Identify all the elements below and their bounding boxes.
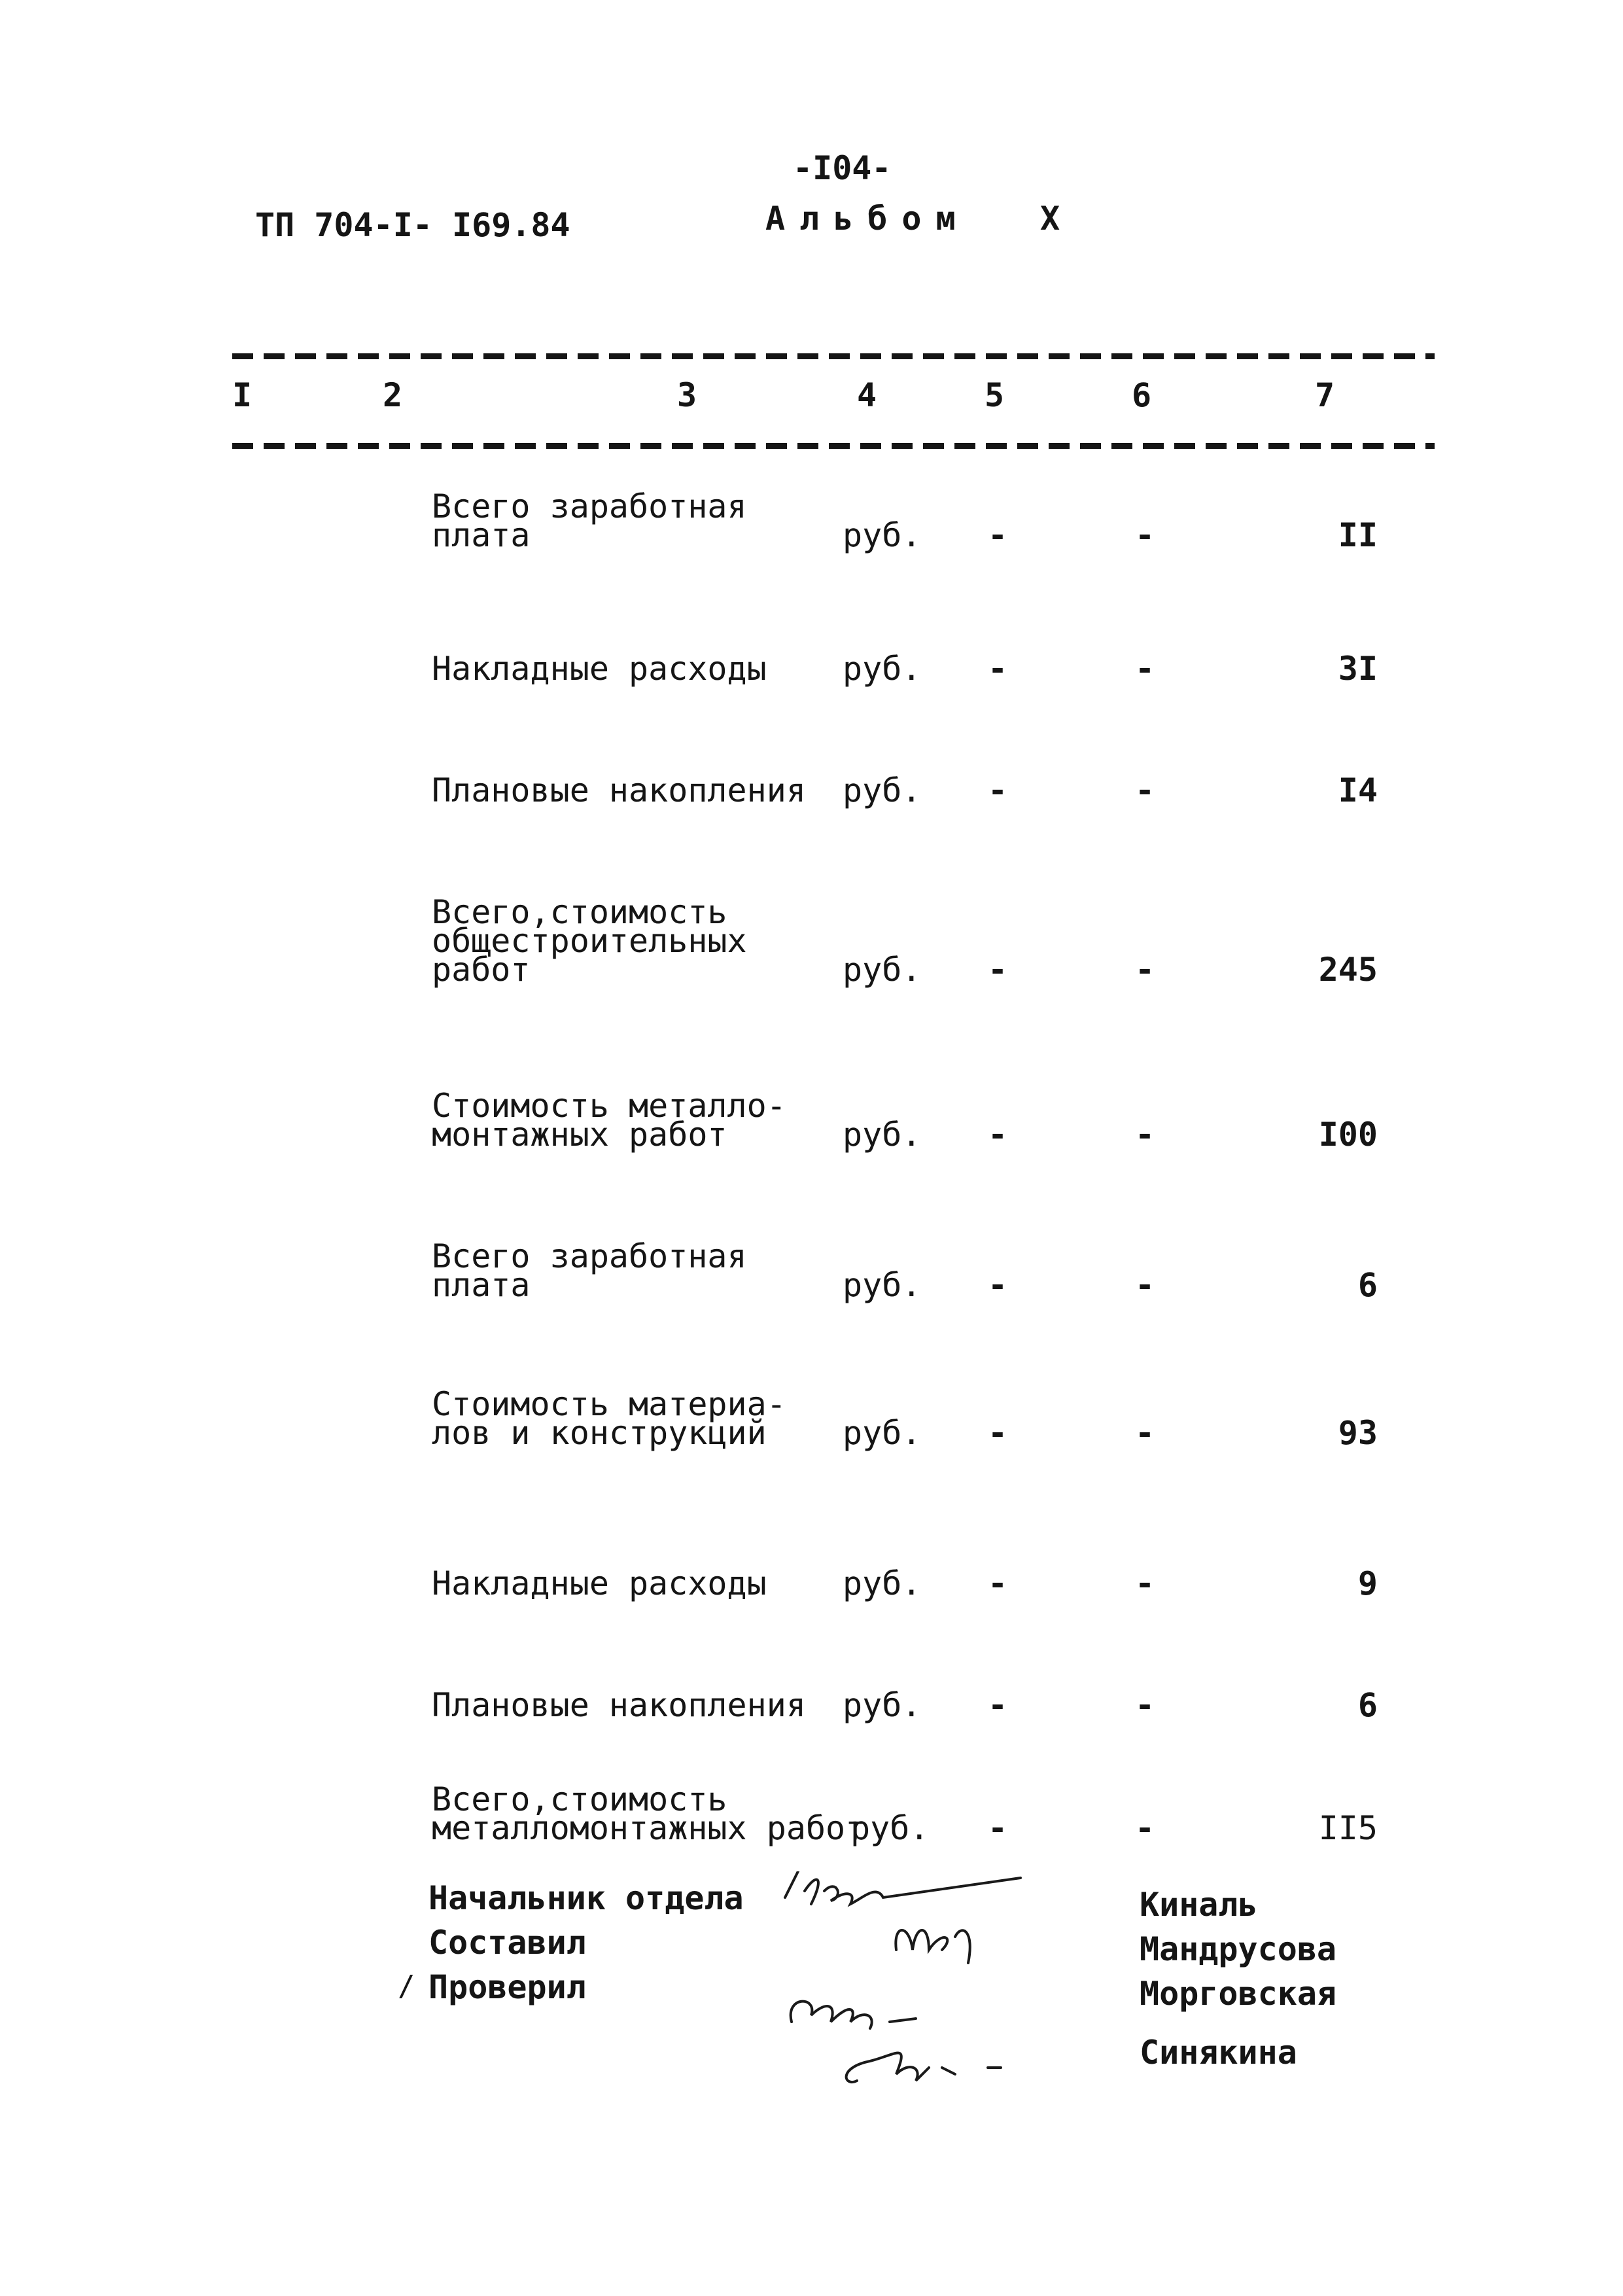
row-col6: - [1135,650,1155,688]
row-description: Накладные расходы [432,650,767,688]
row-value: 6 [1357,1266,1378,1304]
column-header-4: 4 [857,376,877,414]
row-col5: - [988,1686,1008,1724]
row-value: I4 [1338,771,1378,809]
row-description: Стоимость металло- монтажных работ [432,1087,786,1154]
column-header-3: 3 [677,376,697,414]
column-header-7: 7 [1315,376,1335,414]
row-unit: руб. [843,1116,922,1154]
row-description: Всего заработная плата [432,1237,747,1304]
row-value: I00 [1318,1116,1378,1154]
row-description: Всего,стоимость общестроительных работ [432,893,747,989]
row-value: II5 [1318,1809,1378,1847]
album-number: X [1040,200,1060,238]
row-col6: - [1135,1564,1155,1602]
row-col5: - [988,951,1008,989]
signature-name-4: Синякина [1140,2034,1297,2072]
row-unit: руб. [843,1686,922,1724]
row-col6: - [1135,1116,1155,1154]
row-description: Плановые накопления [432,1686,806,1724]
row-description: Всего заработная плата [432,487,747,554]
row-unit: руб. [850,1809,930,1847]
signature-label-compiled: Составил [428,1924,586,1962]
row-unit: руб. [843,1266,922,1304]
row-col6: - [1135,771,1155,809]
row-unit: руб. [843,951,922,989]
column-header-1: I [232,376,253,414]
row-description: Стоимость материа- лов и конструкций [432,1385,786,1452]
table-header-rule [232,443,1435,449]
handwritten-signatures [778,1871,1079,2107]
row-value: 6 [1357,1686,1378,1724]
row-value: 3I [1338,650,1378,688]
row-col5: - [988,1414,1008,1452]
album-label: Альбом [765,200,970,238]
row-value: 93 [1338,1414,1378,1452]
signature-name-2: Мандрусова [1140,1930,1337,1968]
row-col5: - [988,650,1008,688]
signature-name-3: Морговская [1140,1975,1337,2013]
row-value: 9 [1357,1564,1378,1602]
column-header-5: 5 [985,376,1005,414]
document-code: ТП 704-I- I69.84 [255,206,570,244]
row-unit: руб. [843,650,922,688]
row-col6: - [1135,1809,1155,1847]
row-col5: - [988,1564,1008,1602]
page-number: -I04- [793,149,892,187]
column-header-2: 2 [383,376,403,414]
row-value: 245 [1318,951,1378,989]
row-col5: - [988,516,1008,554]
row-unit: руб. [843,516,922,554]
row-unit: руб. [843,771,922,809]
row-col5: - [988,1266,1008,1304]
signature-label-department-head: Начальник отдела [428,1879,744,1917]
row-col6: - [1135,1414,1155,1452]
column-header-6: 6 [1132,376,1152,414]
row-col6: - [1135,516,1155,554]
row-description: Всего,стоимость металломонтажных работ [432,1780,865,1847]
row-col5: - [988,1116,1008,1154]
row-description: Плановые накопления [432,771,806,809]
signature-name-1: Киналь [1140,1886,1258,1924]
signature-label-checked: Проверил [428,1968,586,2006]
row-col5: - [988,1809,1008,1847]
row-col5: - [988,771,1008,809]
table-top-rule [232,353,1435,359]
row-unit: руб. [843,1414,922,1452]
row-description: Накладные расходы [432,1564,767,1602]
row-col6: - [1135,1266,1155,1304]
row-unit: руб. [843,1564,922,1602]
check-mark-icon: / [398,1969,415,2003]
row-value: II [1338,516,1378,554]
row-col6: - [1135,1686,1155,1724]
row-col6: - [1135,951,1155,989]
